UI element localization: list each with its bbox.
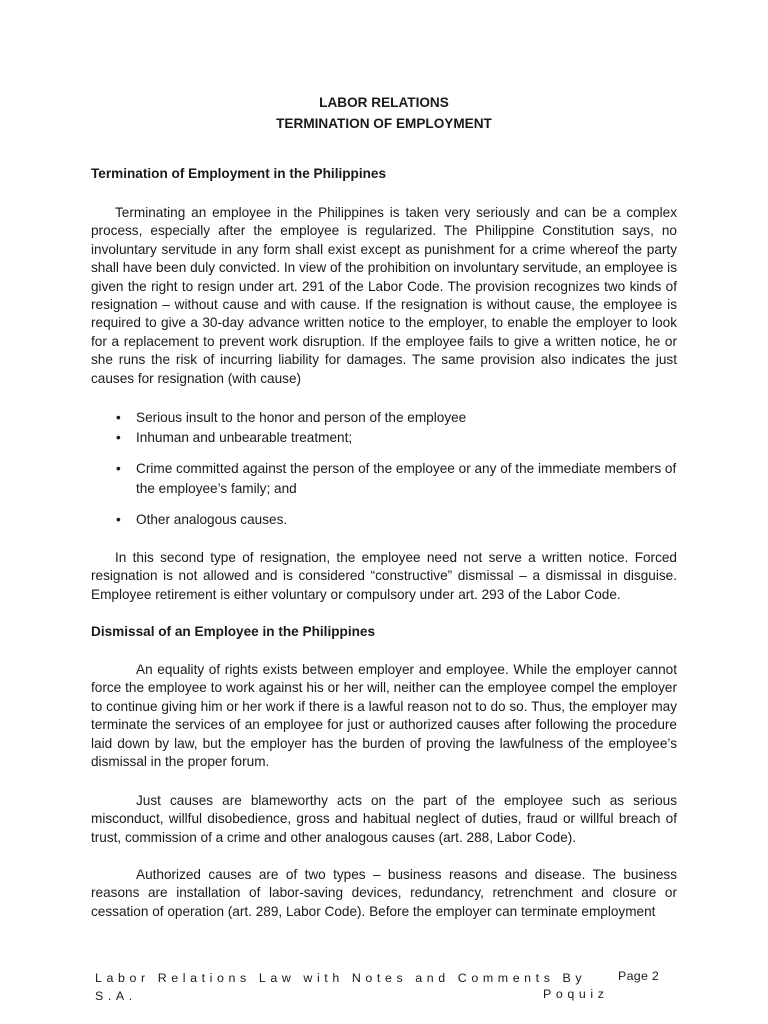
- paragraph-authorized-causes: Authorized causes are of two types – business reasons and disease. The business reasons are installation of labor-saving devices, redundancy, retrenchment and closure or cessation of operation (art. 289, Labor Code). Before the employer can terminate employment: [91, 867, 677, 919]
- paragraph-termination-intro: Terminating an employee in the Philippines is taken very seriously and can be a complex process, especially after the employee is regularized. The Philippine Constitution says, no involuntary servitude in any form shall exist except as punishment for a crime whereof the party shall have been duly convicted. In view of the prohibition on involuntary servitude, an employee is given the right to resign under art. 291 of the Labor Code. The provision recognizes two kinds of resignation – without cause and with cause. If the resignation is without cause, the employee is required to give a 30-day advance written notice to the employer, to enable the employer to look for a replacement to prevent work disruption. If the employee fails to give a written notice, he or she runs the risk of incurring liability for damages. The same provision also indicates the just causes for resignation (with cause): [91, 205, 677, 386]
- section-heading-termination: Termination of Employment in the Philippines: [91, 166, 387, 181]
- section-heading-dismissal: Dismissal of an Employee in the Philippines: [91, 624, 376, 639]
- page-number: Page 2: [618, 969, 660, 983]
- paragraph-constructive-dismissal: In this second type of resignation, the employee need not serve a written notice. Forced resignation is not allowed and is considered “constructive” dismissal – a dismissal in disguise. Employee retirement is either voluntary or compulsory under art. 293 of the Labor Code.: [91, 550, 677, 602]
- list-item: • Inhuman and unbearable treatment;: [91, 428, 677, 448]
- bullet-icon: •: [116, 410, 121, 425]
- paragraph-equality-of-rights: An equality of rights exists between employer and employee. While the employer cannot force the employee to work against his or her will, neither can the employee compel the employer to continue giving him or her work if there is a lawful reason not to do so. Thus, the employer may terminate the services of an employee for just or authorized causes after following the procedure laid down by law, but the employer has the burden of proving the lawfulness of the employee’s dismissal in the proper forum.: [91, 662, 677, 770]
- title-block: [91, 92, 677, 134]
- bullet-icon: •: [116, 461, 121, 477]
- bullet-icon: •: [116, 429, 121, 445]
- doc-subtitle: TERMINATION OF EMPLOYMENT: [276, 116, 492, 131]
- paragraph-just-causes: Just causes are blameworthy acts on the part of the employee such as serious misconduct, willful disobedience, gross and habitual neglect of duties, fraud or willful breach of trust, commission of a crime and other analogous causes (art. 288, Labor Code).: [91, 793, 677, 845]
- footer-book-title: Labor Relations Law with Notes and Comments By S.A.: [95, 971, 587, 1003]
- list-item: • Other analogous causes.: [91, 510, 677, 530]
- list-item: • Serious insult to the honor and person of the employee: [91, 408, 677, 428]
- doc-title: LABOR RELATIONS: [319, 95, 449, 110]
- list-item: • Crime committed against the person of the employee or any of the immediate members of the employee’s family; and: [116, 461, 677, 496]
- resignation-causes-list: [91, 408, 677, 530]
- footer-author: Poquiz: [543, 987, 609, 1001]
- bullet-icon: •: [116, 512, 121, 528]
